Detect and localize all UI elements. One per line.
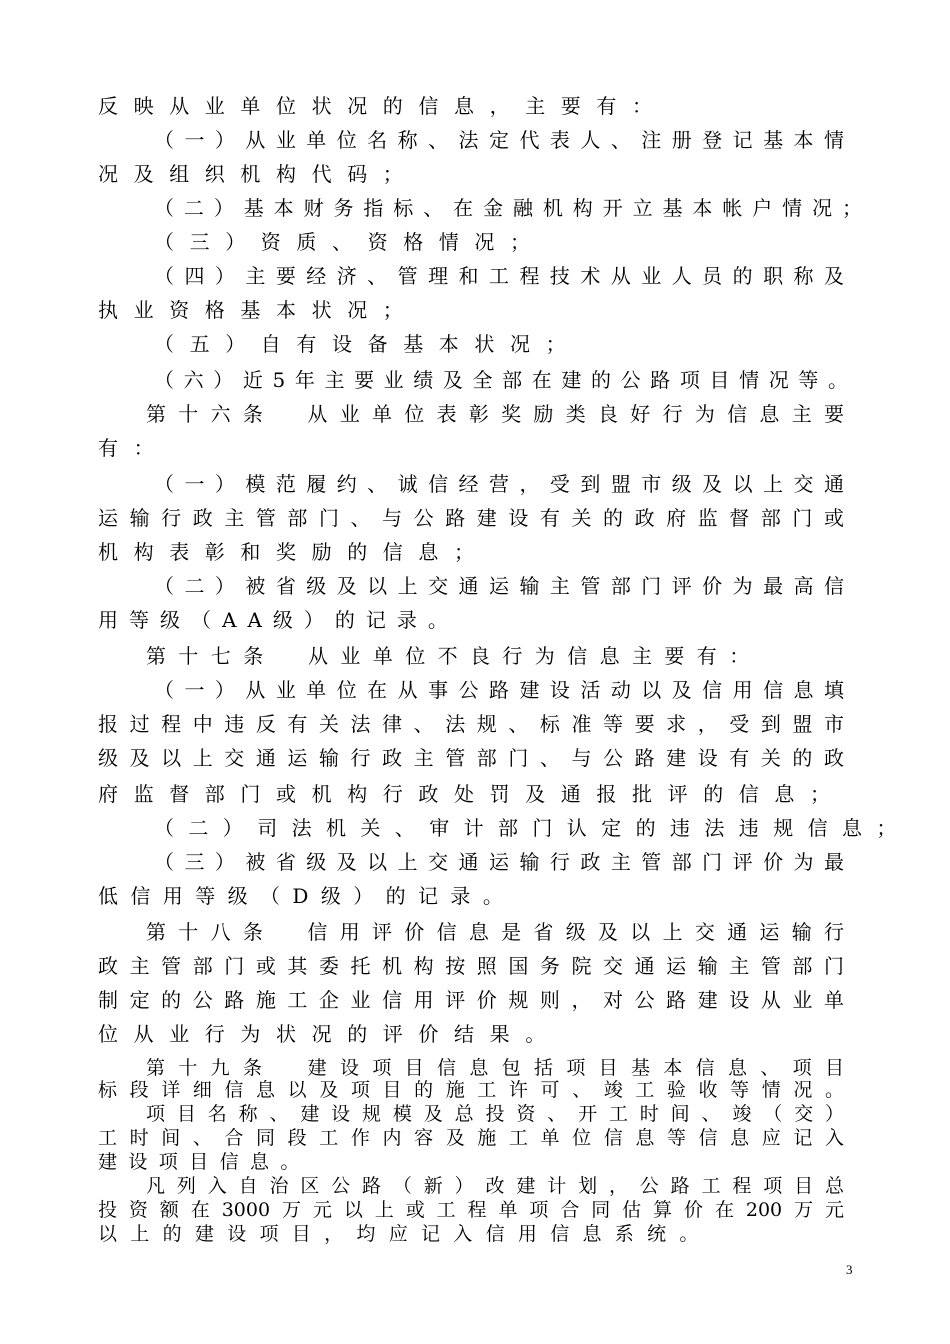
text-line: （五）自有设备基本状况； xyxy=(154,332,582,356)
text-line: 反映从业单位状况的信息，主要有： xyxy=(98,94,668,118)
text-line: （四）主要经济、管理和工程技术从业人员的职称及 xyxy=(154,264,844,288)
text-line: 建设项目信息。 xyxy=(98,1151,311,1173)
text-line: 低信用等级（D级）的记录。 xyxy=(98,884,516,908)
text-line: （一）模范履约、诚信经营，受到盟市级及以上交通 xyxy=(154,472,844,496)
text-line: （三）被省级及以上交通运输行政主管部门评价为最 xyxy=(154,850,844,874)
text-line: （三）资质、资格情况； xyxy=(154,230,546,254)
text-line: （二）被省级及以上交通运输主管部门评价为最高信 xyxy=(154,574,844,598)
text-line: 标段详细信息以及项目的施工许可、竣工验收等情况。 xyxy=(98,1079,844,1101)
text-line: 况及组织机构代码； xyxy=(98,162,419,186)
text-line: 工时间、合同段工作内容及施工单位信息等信息应记入 xyxy=(98,1127,844,1149)
text-line: 位从业行为状况的评价结果。 xyxy=(98,1022,561,1046)
text-line: 项目名称、建设规模及总投资、开工时间、竣（交） xyxy=(146,1103,844,1125)
text-line: 级及以上交通运输行政主管部门、与公路建设有关的政 xyxy=(98,746,844,770)
text-line: （一）从业单位在从事公路建设活动以及信用信息填 xyxy=(154,678,844,702)
text-line: 制定的公路施工企业信用评价规则，对公路建设从业单 xyxy=(98,988,844,1012)
text-line: （六）近5年主要业绩及全部在建的公路项目情况等。 xyxy=(154,368,848,392)
text-line: （二）基本财务指标、在金融机构开立基本帐户情况； xyxy=(154,196,862,220)
text-line: 机构表彰和奖励的信息； xyxy=(98,540,490,564)
text-line: 用等级（AA级）的记录。 xyxy=(98,608,459,632)
page-number: 3 xyxy=(846,1262,853,1277)
text-line: 投资额在3000万元以上或工程单项合同估算价在200万元 xyxy=(98,1199,844,1221)
text-line: 凡列入自治区公路（新）改建计划，公路工程项目总 xyxy=(146,1175,844,1197)
text-line: （一）从业单位名称、法定代表人、注册登记基本情 xyxy=(154,128,844,152)
text-line: 政主管部门或其委托机构按照国务院交通运输主管部门 xyxy=(98,954,844,978)
article-16-heading: 第十六条 从业单位表彰奖励类良好行为信息主要 xyxy=(146,402,844,426)
text-line: 运输行政主管部门、与公路建设有关的政府监督部门或 xyxy=(98,506,844,530)
article-17-heading: 第十七条 从业单位不良行为信息主要有： xyxy=(146,644,762,668)
article-19-heading: 第十九条 建设项目信息包括项目基本信息、项目 xyxy=(146,1057,844,1079)
text-line: 以上的建设项目，均应记入信用信息系统。 xyxy=(98,1223,712,1245)
text-line: 报过程中违反有关法律、法规、标准等要求，受到盟市 xyxy=(98,712,844,736)
article-18-heading: 第十八条 信用评价信息是省级及以上交通运输行 xyxy=(146,920,844,944)
text-line: （二）司法机关、审计部门认定的违法违规信息； xyxy=(154,816,911,840)
text-line: 有： xyxy=(98,436,170,460)
text-line: 府监督部门或机构行政处罚及通报批评的信息； xyxy=(98,782,846,806)
text-line: 执业资格基本状况； xyxy=(98,298,419,322)
